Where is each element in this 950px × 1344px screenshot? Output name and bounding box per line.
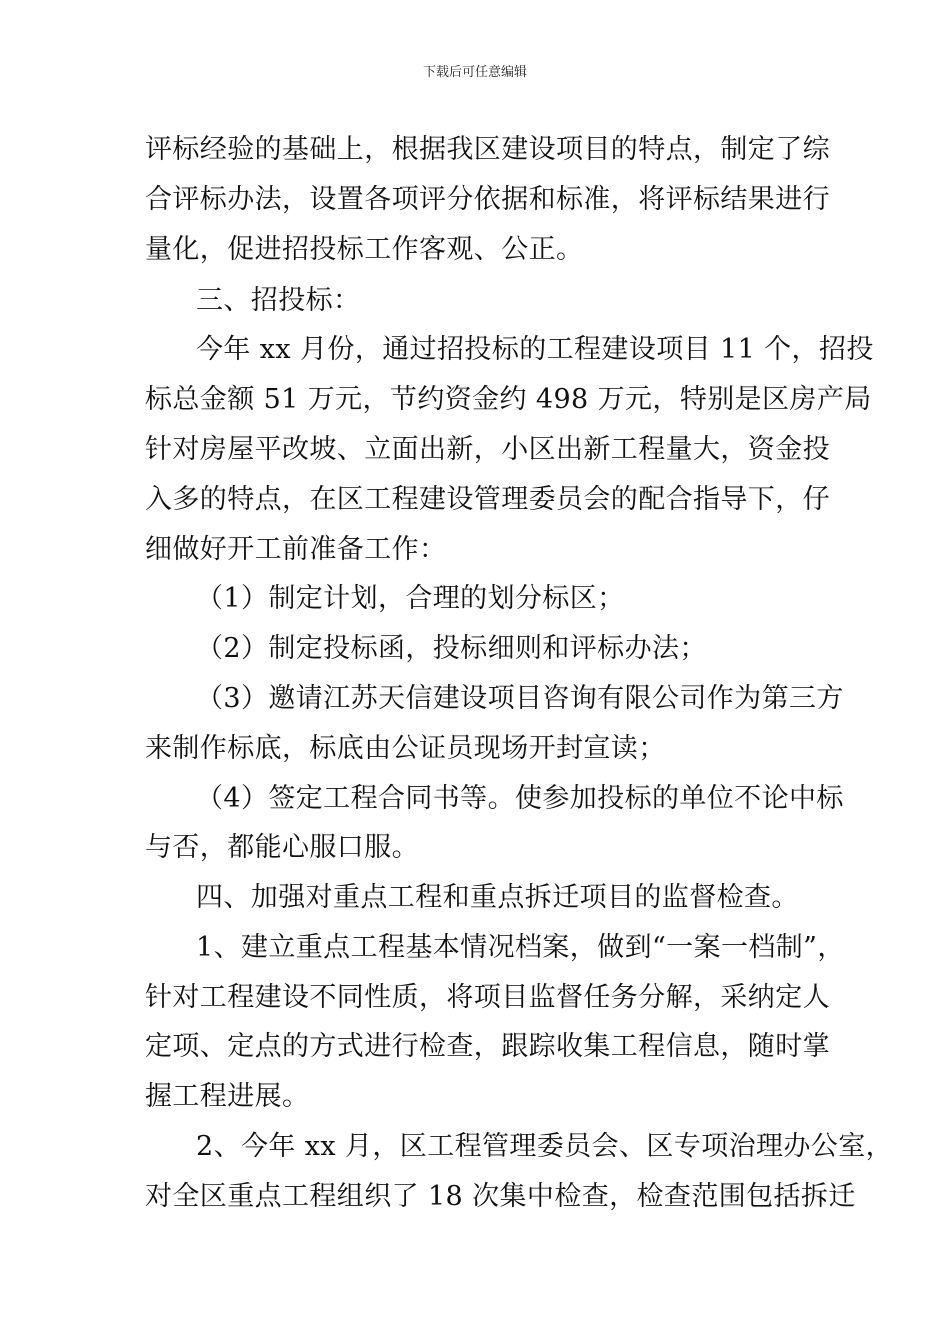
- body-line: 合评标办法，设置各项评分依据和标准，将评标结果进行: [145, 184, 830, 215]
- body-line: 标总金额 51 万元，节约资金约 498 万元，特别是区房产局: [145, 384, 872, 415]
- body-line: 定项、定点的方式进行检查，跟踪收集工程信息，随时掌: [145, 1031, 830, 1062]
- body-line: 握工程进展。: [145, 1081, 310, 1112]
- body-line: 对全区重点工程组织了 18 次集中检查，检查范围包括拆迁: [145, 1181, 856, 1212]
- section-heading: 三、招投标：: [196, 285, 361, 316]
- body-line: 针对工程建设不同性质，将项目监督任务分解，采纳定人: [145, 982, 830, 1013]
- body-line: 针对房屋平改坡、立面出新，小区出新工程量大，资金投: [145, 434, 830, 465]
- body-line: 入多的特点，在区工程建设管理委员会的配合指导下，仔: [145, 484, 830, 515]
- list-item: （2）制定投标函，投标细则和评标办法；: [196, 633, 707, 664]
- list-item: （1）制定计划，合理的划分标区；: [196, 583, 625, 614]
- body-line: 今年 xx 月份，通过招投标的工程建设项目 11 个，招投: [196, 334, 874, 365]
- list-item: （3）邀请江苏天信建设项目咨询有限公司作为第三方: [196, 683, 844, 714]
- body-line: 1、建立重点工程基本情况档案，做到“一案一档制”，: [196, 932, 845, 963]
- body-line: 与否，都能心服口服。: [145, 832, 419, 863]
- body-line: 来制作标底，标底由公证员现场开封宣读；: [145, 733, 666, 764]
- list-item: （4）签定工程合同书等。使参加投标的单位不论中标: [196, 783, 844, 814]
- body-line: 细做好开工前准备工作：: [145, 534, 447, 565]
- body-line: 2、今年 xx 月，区工程管理委员会、区专项治理办公室，: [196, 1131, 893, 1162]
- body-line: 评标经验的基础上，根据我区建设项目的特点，制定了综: [145, 134, 830, 165]
- section-heading: 四、加强对重点工程和重点拆迁项目的监督检查。: [196, 882, 799, 913]
- body-line: 量化，促进招投标工作客观、公正。: [145, 234, 584, 265]
- page-header: 下载后可任意编辑: [422, 65, 527, 80]
